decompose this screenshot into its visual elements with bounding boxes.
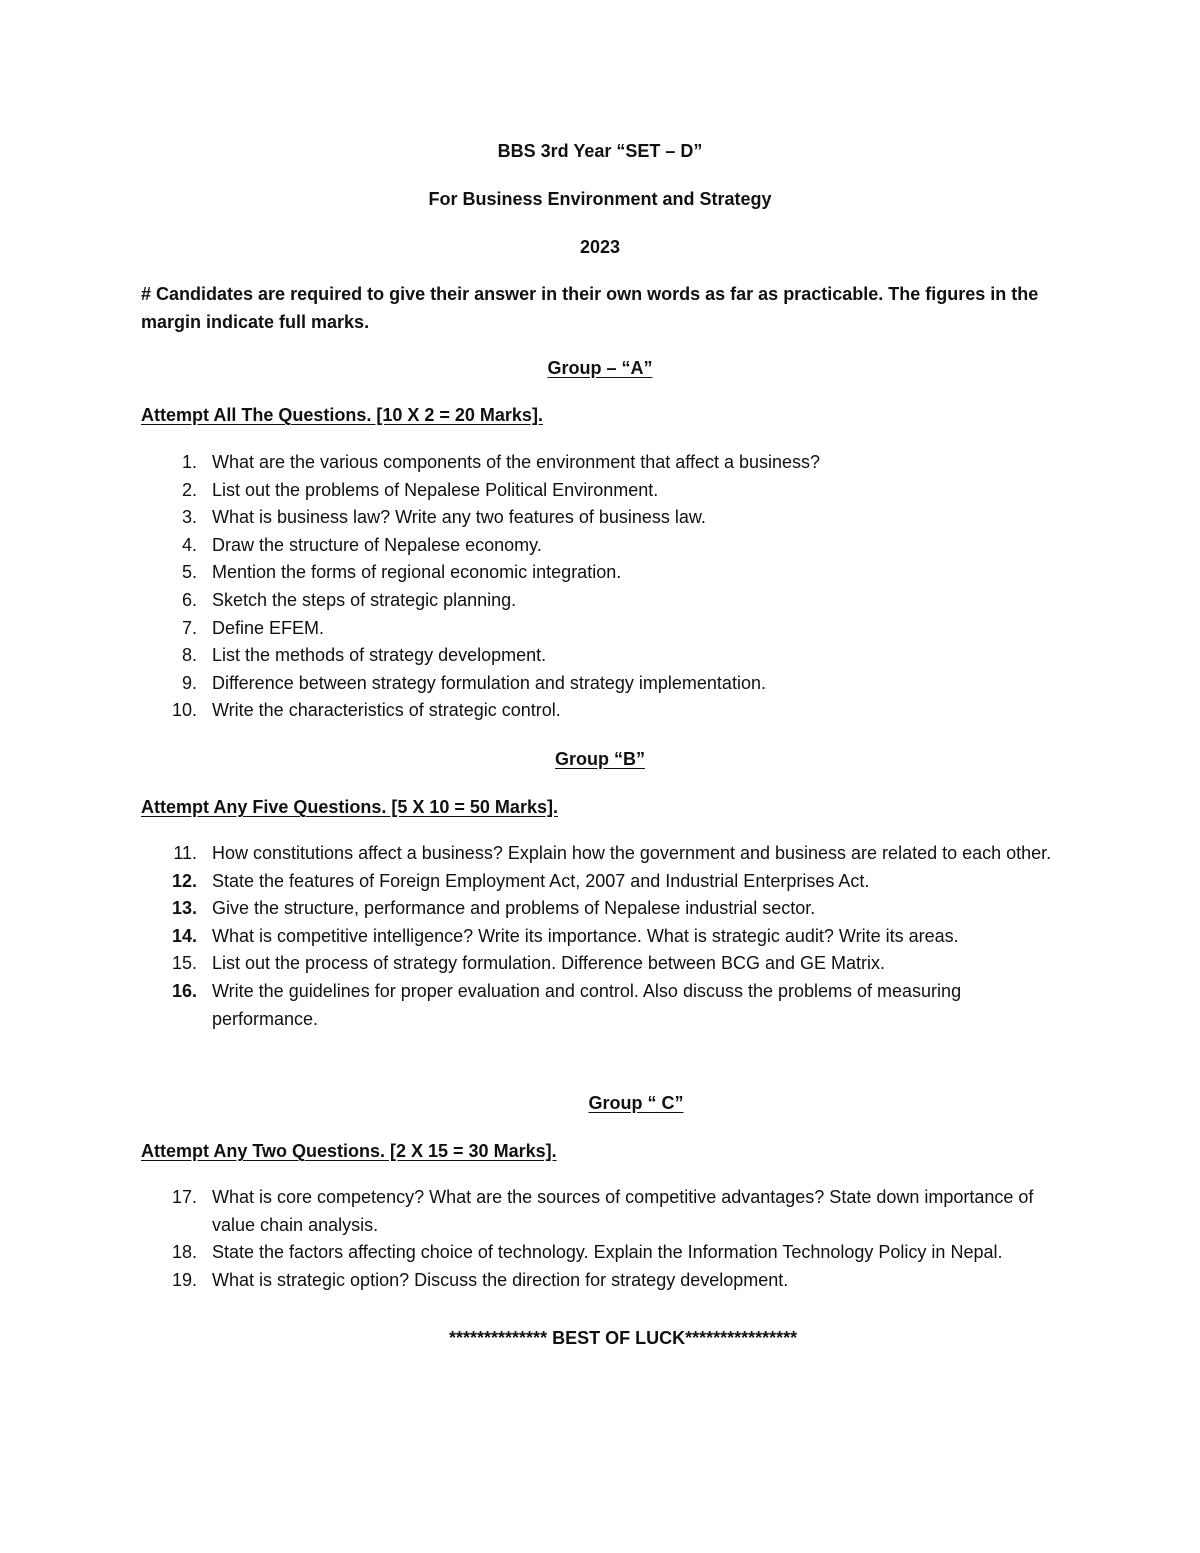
question-text: List the methods of strategy development. <box>212 645 547 666</box>
question-text: Give the structure, performance and problems of Nepalese industrial sector. <box>212 898 816 919</box>
question-number: 2. <box>181 479 197 500</box>
group-a-question-list <box>0 449 1200 725</box>
question-text: Write the characteristics of strategic control. <box>212 700 561 721</box>
question-item <box>0 895 1052 923</box>
question-text: Mention the forms of regional economic integration. <box>212 562 622 583</box>
question-number: 19. <box>171 1269 197 1290</box>
question-number: 8. <box>181 645 197 666</box>
question-text: Difference between strategy formulation and strategy implementation. <box>212 672 766 693</box>
question-text: State the features of Foreign Employment Act, 2007 and Industrial Enterprises Act. <box>212 870 870 891</box>
exam-instructions: # Candidates are required to give their answer in their own words as far as practicable. The figures in the margin indicate full marks. <box>141 284 1039 332</box>
question-number: 5. <box>181 562 197 583</box>
question-text: What is strategic option? Discuss the direction for strategy development. <box>212 1269 789 1290</box>
exam-year: 2023 <box>579 237 621 257</box>
exam-subject: For Business Environment and Strategy <box>428 189 772 209</box>
group-a-heading <box>0 357 1200 379</box>
group-b-instruction: Attempt Any Five Questions. [5 X 10 = 50 Marks]. <box>141 797 558 817</box>
question-item <box>0 978 1052 1033</box>
question-item <box>0 504 1052 532</box>
question-number: 12. <box>171 870 197 891</box>
group-c-heading <box>0 1092 1200 1114</box>
question-item <box>0 868 1052 896</box>
question-number: 17. <box>171 1187 197 1207</box>
question-text: State the factors affecting choice of technology. Explain the Information Technology Policy in Nepal. <box>212 1242 1003 1263</box>
question-item <box>0 477 1052 505</box>
question-number: 15. <box>171 953 197 974</box>
exam-title: BBS 3rd Year “SET – D” <box>497 141 703 161</box>
question-number: 11. <box>173 843 197 863</box>
group-b-question-list <box>0 840 1200 1033</box>
question-text: Define EFEM. <box>212 617 325 638</box>
question-item <box>0 532 1052 560</box>
question-item <box>0 449 1052 477</box>
question-number: 9. <box>181 672 197 693</box>
question-number: 4. <box>181 534 197 555</box>
question-item <box>0 587 1052 615</box>
question-number: 16. <box>171 980 197 1001</box>
question-item <box>0 1239 1052 1267</box>
question-number: 6. <box>181 589 197 610</box>
question-item <box>0 670 1052 698</box>
group-a-instruction: Attempt All The Questions. [10 X 2 = 20 Marks]. <box>141 405 543 425</box>
question-item <box>0 1267 1052 1295</box>
group-b-heading <box>0 748 1200 770</box>
question-item <box>0 950 1052 978</box>
question-text: What is business law? Write any two features of business law. <box>212 507 706 528</box>
question-number: 14. <box>171 925 197 946</box>
question-text: Draw the structure of Nepalese economy. <box>212 534 542 555</box>
question-text: What is core competency? What are the sources of competitive advantages? State down importance of value chain analysis. <box>212 1187 1034 1235</box>
question-text: List out the problems of Nepalese Political Environment. <box>212 479 659 500</box>
question-item <box>0 559 1052 587</box>
group-a-heading-text: Group – “A” <box>547 358 653 378</box>
question-item <box>0 1184 1052 1239</box>
question-number: 10. <box>171 700 197 721</box>
question-item <box>0 642 1052 670</box>
question-number: 3. <box>181 507 197 528</box>
group-c-instruction: Attempt Any Two Questions. [2 X 15 = 30 Marks]. <box>141 1141 557 1161</box>
question-item <box>0 923 1052 951</box>
question-item <box>0 840 1052 868</box>
question-item <box>0 697 1052 725</box>
question-number: 18. <box>171 1242 197 1263</box>
question-item <box>0 615 1052 643</box>
question-text: How constitutions affect a business? Explain how the government and business are related to each other. <box>212 843 1052 863</box>
group-b-heading-text: Group “B” <box>555 749 645 769</box>
best-of-luck-footer: ************** BEST OF LUCK**************** <box>449 1328 798 1348</box>
group-c-heading-text: Group “ C” <box>588 1093 684 1113</box>
question-text: What is competitive intelligence? Write its importance. What is strategic audit? Write its areas. <box>212 925 959 946</box>
question-text: Sketch the steps of strategic planning. <box>212 589 517 610</box>
question-number: 7. <box>181 617 197 638</box>
question-number: 13. <box>171 898 197 919</box>
question-number: 1. <box>181 452 197 472</box>
question-text: List out the process of strategy formulation. Difference between BCG and GE Matrix. <box>212 953 885 974</box>
question-text: Write the guidelines for proper evaluation and control. Also discuss the problems of measuring performance. <box>212 980 962 1029</box>
group-c-question-list <box>0 1184 1200 1294</box>
question-text: What are the various components of the environment that affect a business? <box>212 452 821 472</box>
